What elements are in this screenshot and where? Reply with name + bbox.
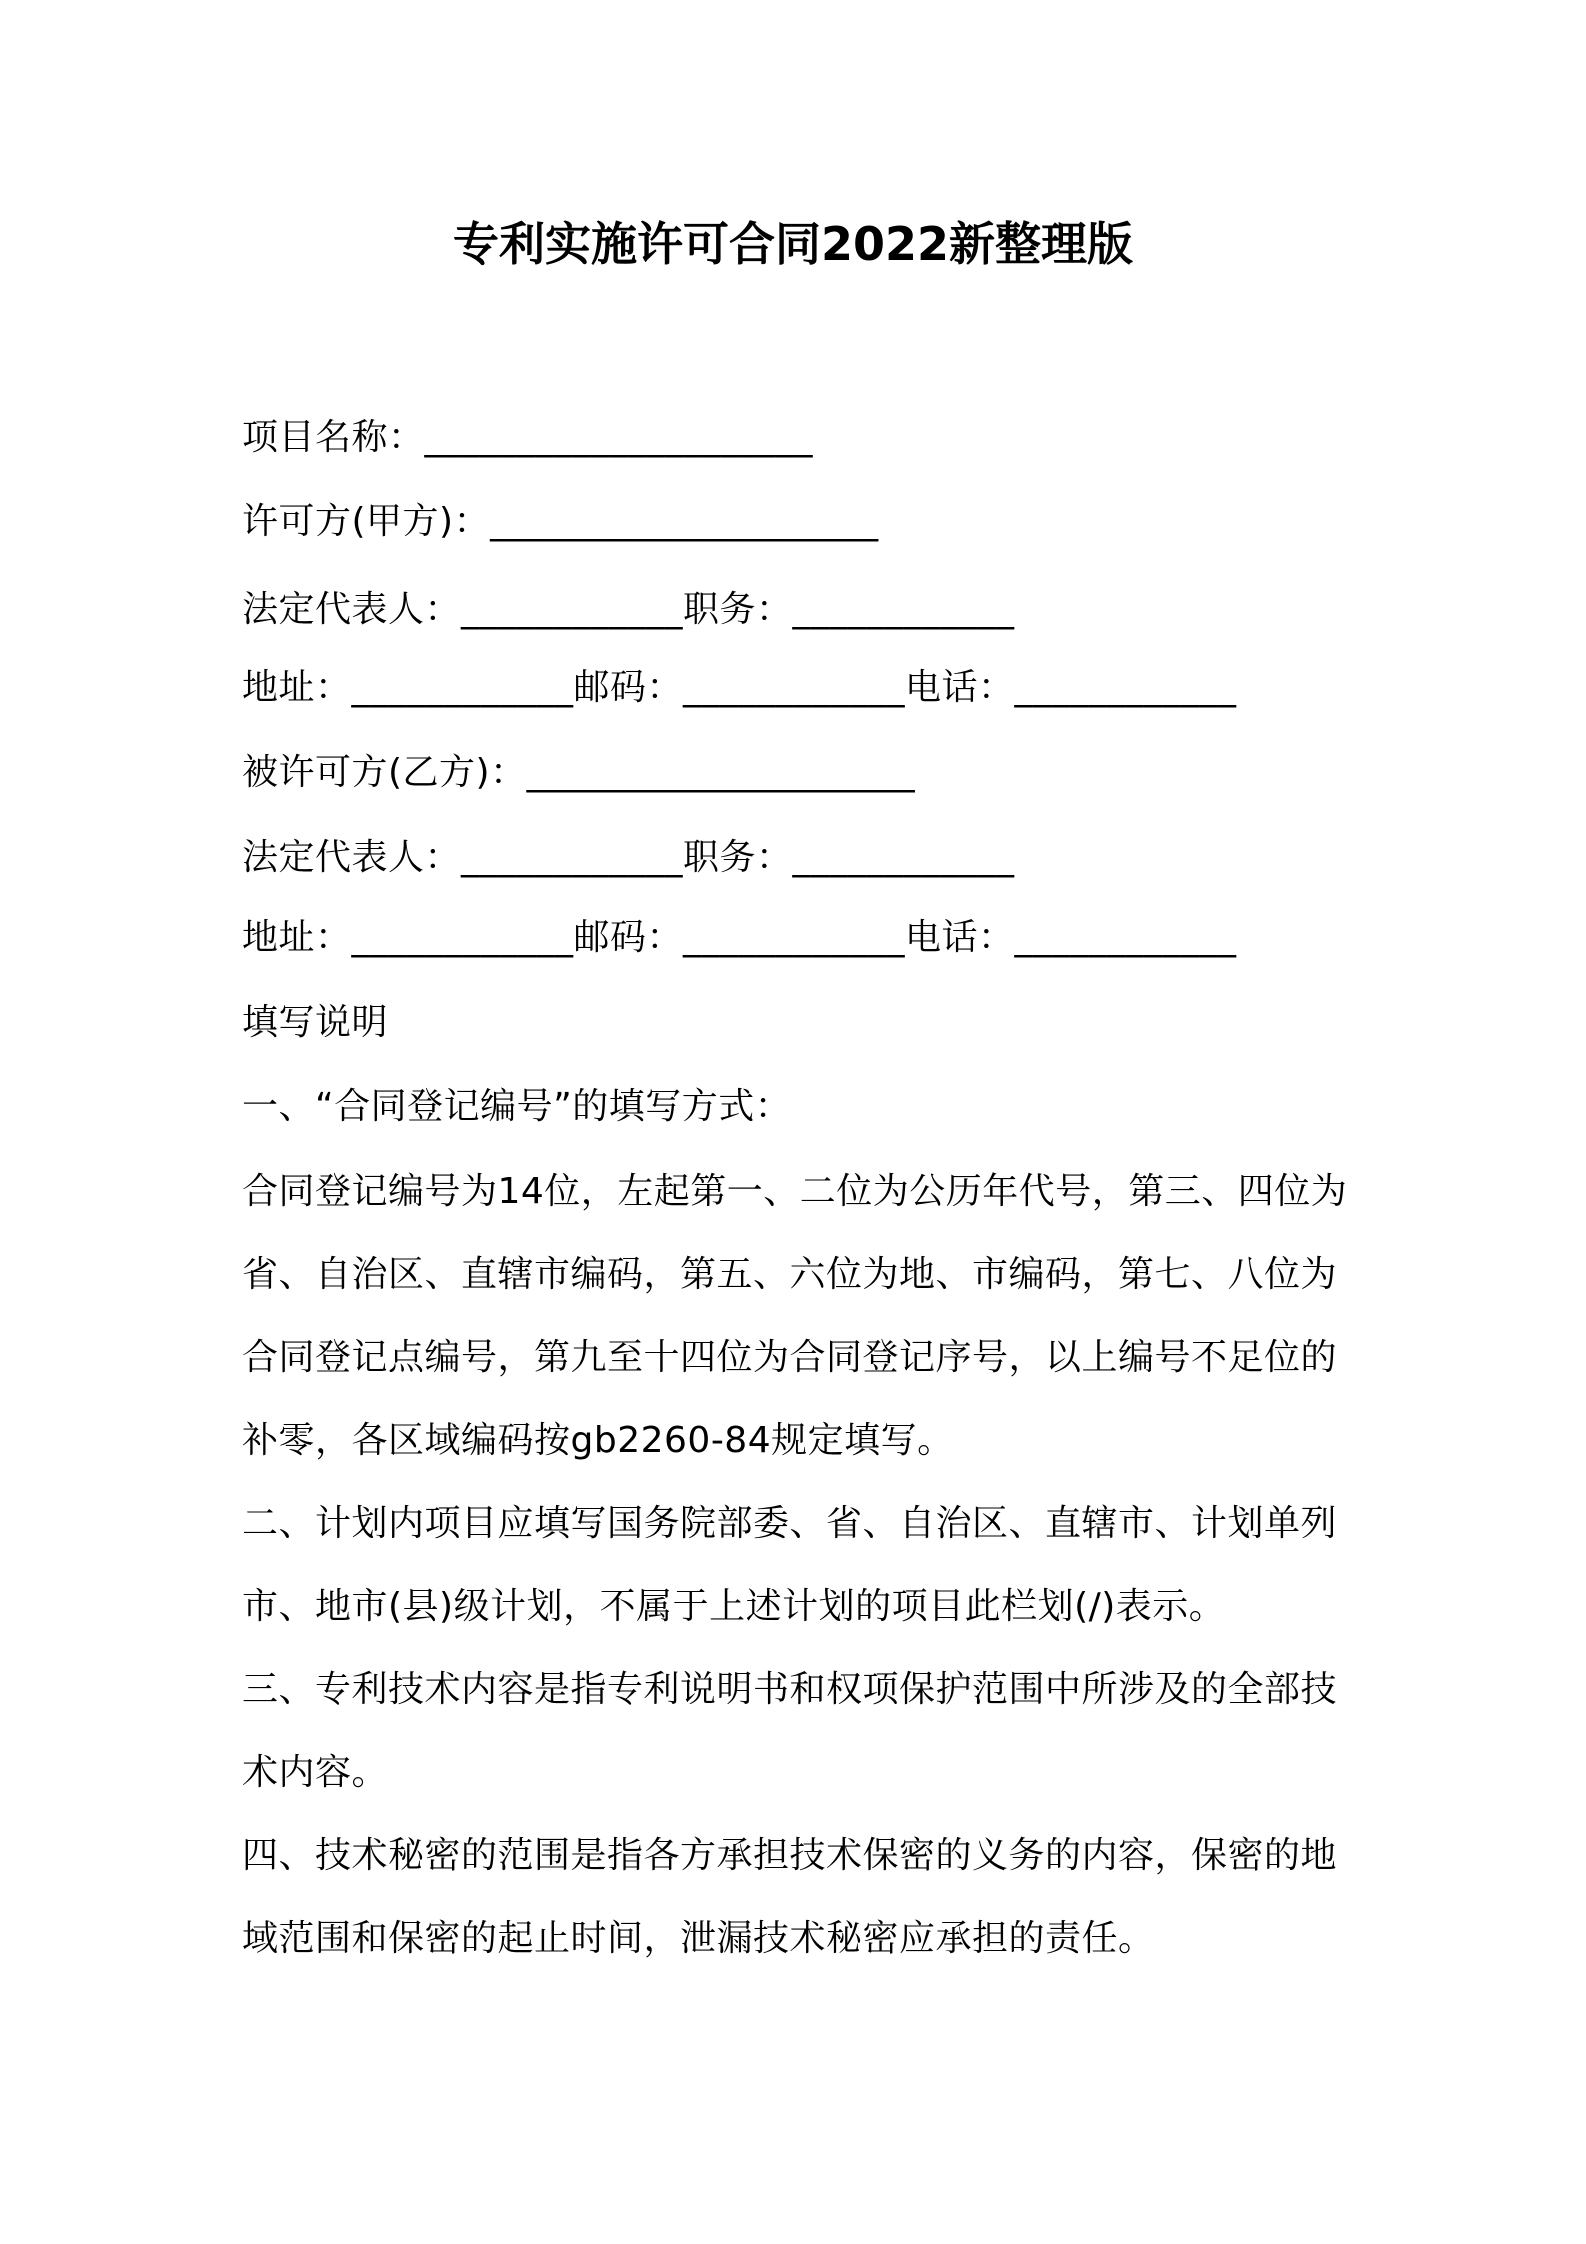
licensor-field: 许可方(甲方)：_____________________ xyxy=(242,501,879,542)
licensor-representative-field: 法定代表人：____________职务：____________ xyxy=(242,589,1015,630)
item1-heading: 一、“合同登记编号”的填写方式： xyxy=(242,1086,792,1127)
instructions-heading: 填写说明 xyxy=(242,1002,389,1043)
licensee-field: 被许可方(乙方)：_____________________ xyxy=(242,752,916,793)
licensee-address-field: 地址：____________邮码：____________电话：____________ xyxy=(242,917,1237,958)
item4-paragraph: 四、技术秘密的范围是指各方承担技术保密的义务的内容，保密的地域范围和保密的起止时间，泄漏技术秘密应承担的责任。 xyxy=(242,1835,1338,1959)
project-name-field: 项目名称：_____________________ xyxy=(242,417,814,458)
document-title: 专利实施许可合同2022新整理版 xyxy=(452,217,1134,271)
item2-paragraph: 二、计划内项目应填写国务院部委、省、自治区、直辖市、计划单列市、地市(县)级计划，不属于上述计划的项目此栏划(/)表示。 xyxy=(242,1503,1338,1627)
item1-body: 合同登记编号为14位，左起第一、二位为公历年代号，第三、四位为省、自治区、直辖市编码，第五、六位为地、市编码，第七、八位为合同登记点编号，第九至十四位为合同登记序号，以上编号不足位的补零，各区域编码按gb2260-84规定填写。 xyxy=(242,1171,1348,1461)
item3-paragraph: 三、专利技术内容是指专利说明书和权项保护范围中所涉及的全部技术内容。 xyxy=(242,1669,1338,1793)
licensor-address-field: 地址：____________邮码：____________电话：____________ xyxy=(242,667,1237,708)
licensee-representative-field: 法定代表人：____________职务：____________ xyxy=(242,837,1015,878)
